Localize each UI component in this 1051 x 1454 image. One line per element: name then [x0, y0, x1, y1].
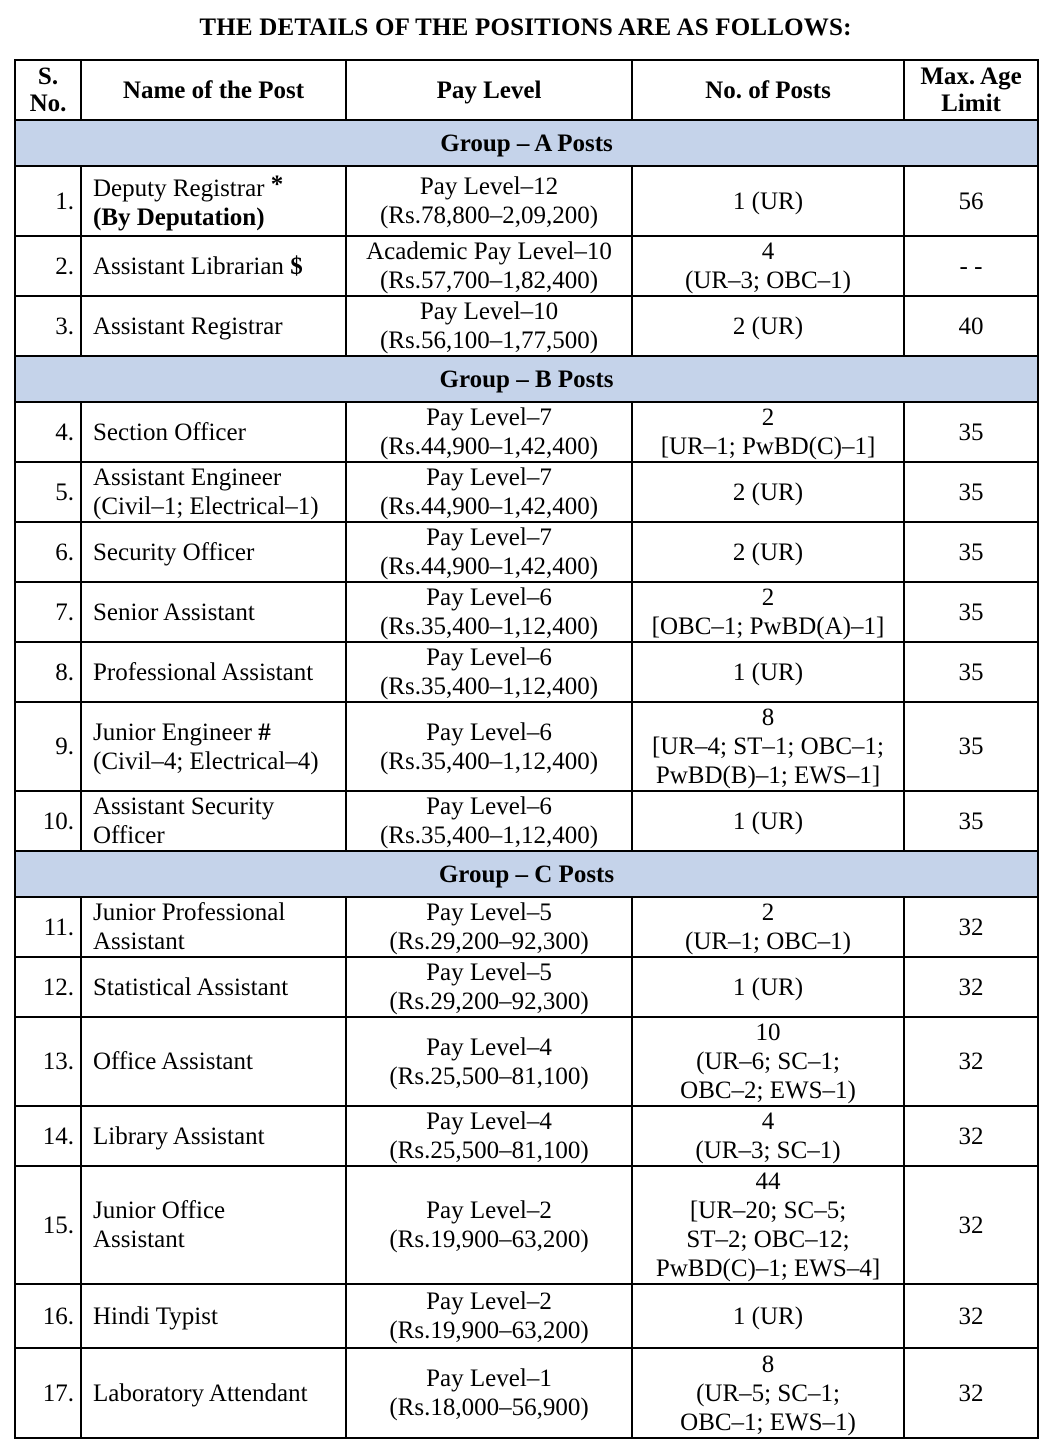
header-sno-line: S.	[37, 63, 59, 90]
pay-level-cell	[346, 236, 632, 296]
post-name-line: Senior Assistant	[93, 598, 255, 626]
pay-level-line: (Rs.35,400–1,12,400)	[379, 673, 599, 700]
posts-line: 4	[761, 238, 775, 265]
post-name-subline: (Civil–4; Electrical–4)	[93, 747, 319, 775]
pay-level-line: (Rs.35,400–1,12,400)	[379, 747, 599, 775]
pay-level-cell	[346, 791, 632, 851]
post-name-line: Library Assistant	[93, 1122, 265, 1150]
pay-level-line: Pay Level–5	[426, 899, 552, 926]
pay-level-line: (Rs.18,000–56,900)	[389, 1394, 589, 1421]
post-name-line-wrap	[93, 252, 345, 281]
pay-level-line: (Rs.56,100–1,77,500)	[379, 327, 599, 354]
posts-cell	[632, 702, 904, 791]
posts-cell	[632, 1017, 904, 1106]
pay-level-line: Pay Level–6	[426, 644, 552, 671]
posts-line: PwBD(C)–1; EWS–4]	[655, 1255, 881, 1282]
positions-table	[14, 59, 1039, 1439]
post-name-cell	[81, 1017, 346, 1106]
posts-line: 2 (UR)	[732, 478, 804, 506]
pay-level-line: (Rs.29,200–92,300)	[389, 988, 589, 1015]
posts-cell	[632, 236, 904, 296]
table-row	[15, 702, 1038, 791]
pay-level-line: Pay Level–5	[426, 959, 552, 986]
pay-level-cell	[346, 462, 632, 522]
posts-line: (UR–3; OBC–1)	[685, 267, 851, 294]
table-row	[15, 791, 1038, 851]
post-name-line: Section Officer	[93, 418, 246, 446]
header-pay: Pay Level	[346, 60, 632, 120]
age-limit-cell: 35	[904, 702, 1038, 791]
serial-number-cell: 9.	[15, 702, 81, 791]
posts-line: (UR–1; OBC–1)	[685, 928, 851, 955]
posts-line: (UR–6; SC–1;	[696, 1048, 840, 1075]
header-posts: No. of Posts	[632, 60, 904, 120]
post-name-cell	[81, 522, 346, 582]
posts-line: 2 (UR)	[732, 538, 804, 566]
serial-number-cell: 16.	[15, 1284, 81, 1348]
table-row	[15, 462, 1038, 522]
posts-line: 4	[761, 1108, 775, 1135]
pay-level-line: (Rs.35,400–1,12,400)	[379, 822, 599, 849]
post-name-cell	[81, 957, 346, 1017]
header-age-line: Limit	[941, 90, 1001, 117]
pay-level-line: Pay Level–6	[426, 584, 552, 611]
pay-level-cell	[346, 1017, 632, 1106]
post-name-cell	[81, 897, 346, 957]
posts-line: OBC–1; EWS–1)	[680, 1408, 856, 1436]
posts-line: [UR–20; SC–5;	[689, 1197, 847, 1224]
table-row	[15, 1106, 1038, 1166]
posts-cell	[632, 1284, 904, 1348]
pay-level-line: Pay Level–6	[426, 793, 552, 820]
serial-number-cell: 6.	[15, 522, 81, 582]
serial-number-cell: 17.	[15, 1348, 81, 1438]
post-name-line: Security Officer	[93, 538, 255, 566]
table-row	[15, 236, 1038, 296]
age-limit-cell: 35	[904, 462, 1038, 522]
posts-line: 1 (UR)	[732, 807, 804, 835]
age-limit-cell: 32	[904, 1106, 1038, 1166]
posts-cell	[632, 1166, 904, 1284]
post-name-cell	[81, 1348, 346, 1438]
posts-line: ST–2; OBC–12;	[686, 1226, 850, 1253]
pay-level-line: Pay Level–2	[426, 1197, 552, 1224]
header-age	[904, 60, 1038, 120]
posts-cell	[632, 522, 904, 582]
pay-level-line: Pay Level–2	[426, 1288, 552, 1315]
age-limit-cell: 35	[904, 402, 1038, 462]
posts-line: 8	[761, 704, 775, 731]
age-limit-cell: 32	[904, 897, 1038, 957]
pay-level-line: Pay Level–4	[426, 1033, 552, 1061]
age-limit-cell: 32	[904, 1166, 1038, 1284]
post-name-line: Assistant Registrar	[93, 312, 283, 340]
post-name-line: Deputy Registrar	[93, 175, 265, 202]
posts-cell	[632, 957, 904, 1017]
serial-number-cell: 14.	[15, 1106, 81, 1166]
age-limit-cell: 32	[904, 957, 1038, 1017]
age-limit-cell: - -	[904, 236, 1038, 296]
pay-level-cell	[346, 702, 632, 791]
serial-number-cell: 13.	[15, 1017, 81, 1106]
pay-level-cell	[346, 582, 632, 642]
post-name-line: Assistant	[93, 928, 185, 955]
posts-line: (UR–3; SC–1)	[695, 1137, 841, 1164]
age-limit-cell: 32	[904, 1284, 1038, 1348]
table-body	[15, 60, 1038, 1438]
serial-number-cell: 1.	[15, 166, 81, 236]
post-name-line: (Civil–1; Electrical–1)	[93, 493, 319, 520]
table-row	[15, 522, 1038, 582]
posts-line: 1 (UR)	[732, 658, 804, 686]
posts-cell	[632, 462, 904, 522]
serial-number-cell: 2.	[15, 236, 81, 296]
pay-level-line: Pay Level–1	[426, 1365, 552, 1392]
pay-level-line: (Rs.25,500–81,100)	[389, 1062, 589, 1090]
posts-cell	[632, 1348, 904, 1438]
post-name-cell	[81, 296, 346, 356]
posts-cell	[632, 897, 904, 957]
post-note-mark: $	[290, 252, 303, 280]
age-limit-cell: 56	[904, 166, 1038, 236]
post-name-line: Hindi Typist	[93, 1302, 218, 1330]
table-row	[15, 957, 1038, 1017]
group-heading: Group – B Posts	[15, 356, 1038, 402]
pay-level-cell	[346, 522, 632, 582]
header-sno	[15, 60, 81, 120]
pay-level-line: Pay Level–12	[419, 173, 559, 200]
pay-level-line: (Rs.44,900–1,42,400)	[379, 493, 599, 520]
post-name-line: Junior Office	[93, 1197, 226, 1224]
posts-line: (UR–5; SC–1;	[696, 1379, 840, 1407]
pay-level-cell	[346, 1106, 632, 1166]
post-name-cell	[81, 642, 346, 702]
age-limit-cell: 35	[904, 791, 1038, 851]
pay-level-line: (Rs.19,900–63,200)	[389, 1226, 589, 1253]
table-row	[15, 402, 1038, 462]
pay-level-cell	[346, 166, 632, 236]
pay-level-line: Pay Level–7	[426, 524, 552, 551]
serial-number-cell: 11.	[15, 897, 81, 957]
age-limit-cell: 32	[904, 1348, 1038, 1438]
pay-level-line: (Rs.25,500–81,100)	[389, 1137, 589, 1164]
pay-level-line: (Rs.35,400–1,12,400)	[379, 613, 599, 640]
pay-level-line: Pay Level–10	[419, 298, 559, 325]
posts-cell	[632, 296, 904, 356]
post-name-line: Junior Engineer	[93, 718, 252, 746]
post-name-cell	[81, 791, 346, 851]
pay-level-line: (Rs.44,900–1,42,400)	[379, 553, 599, 580]
post-name-line: Laboratory Attendant	[93, 1379, 308, 1407]
age-limit-cell: 32	[904, 1017, 1038, 1106]
posts-line: PwBD(B)–1; EWS–1]	[655, 762, 881, 789]
pay-level-line: (Rs.44,900–1,42,400)	[379, 433, 599, 460]
group-heading: Group – A Posts	[15, 120, 1038, 166]
group-row	[15, 120, 1038, 166]
serial-number-cell: 7.	[15, 582, 81, 642]
posts-line: [OBC–1; PwBD(A)–1]	[651, 613, 885, 640]
post-name-cell	[81, 1166, 346, 1284]
post-name-cell	[81, 582, 346, 642]
serial-number-cell: 12.	[15, 957, 81, 1017]
post-name-line: Statistical Assistant	[93, 973, 289, 1001]
posts-cell	[632, 791, 904, 851]
posts-line: 2 (UR)	[732, 312, 804, 340]
pay-level-cell	[346, 1166, 632, 1284]
posts-line: 1 (UR)	[732, 973, 804, 1001]
posts-line: 2	[761, 584, 775, 611]
post-name-cell	[81, 1284, 346, 1348]
age-limit-cell: 35	[904, 582, 1038, 642]
age-limit-cell: 35	[904, 522, 1038, 582]
post-name-cell	[81, 1106, 346, 1166]
post-name-line: Assistant	[93, 1226, 185, 1253]
serial-number-cell: 3.	[15, 296, 81, 356]
post-name-line: Junior Professional	[93, 899, 286, 926]
posts-line: OBC–2; EWS–1)	[680, 1077, 856, 1104]
pay-level-line: (Rs.29,200–92,300)	[389, 928, 589, 955]
pay-level-cell	[346, 1348, 632, 1438]
posts-line: 1 (UR)	[732, 1302, 804, 1330]
table-row	[15, 642, 1038, 702]
pay-level-line: Pay Level–7	[426, 464, 552, 491]
pay-level-cell	[346, 957, 632, 1017]
header-row	[15, 60, 1038, 120]
post-note-mark: *	[270, 171, 284, 198]
pay-level-line: (Rs.19,900–63,200)	[389, 1317, 589, 1344]
post-note-mark: #	[258, 718, 271, 746]
posts-cell	[632, 402, 904, 462]
table-row	[15, 1348, 1038, 1438]
serial-number-cell: 10.	[15, 791, 81, 851]
serial-number-cell: 8.	[15, 642, 81, 702]
serial-number-cell: 5.	[15, 462, 81, 522]
post-name-line-wrap	[93, 718, 345, 747]
post-name-cell	[81, 702, 346, 791]
table-row	[15, 897, 1038, 957]
pay-level-cell	[346, 296, 632, 356]
post-name-cell	[81, 236, 346, 296]
posts-line: 44	[755, 1168, 781, 1195]
post-name-cell	[81, 402, 346, 462]
age-limit-cell: 40	[904, 296, 1038, 356]
table-row	[15, 296, 1038, 356]
post-name-subline: (By Deputation)	[93, 204, 265, 231]
posts-line: 1 (UR)	[732, 187, 804, 215]
group-heading: Group – C Posts	[15, 851, 1038, 897]
table-row	[15, 1166, 1038, 1284]
posts-line: 2	[761, 899, 775, 926]
pay-level-cell	[346, 642, 632, 702]
post-name-cell	[81, 462, 346, 522]
table-row	[15, 1284, 1038, 1348]
table-row	[15, 582, 1038, 642]
posts-line: 2	[761, 404, 775, 431]
post-name-line: Assistant Security	[93, 793, 275, 820]
pay-level-line: (Rs.57,700–1,82,400)	[379, 267, 599, 294]
header-sno-line: No.	[29, 90, 67, 117]
serial-number-cell: 15.	[15, 1166, 81, 1284]
posts-line: 10	[755, 1019, 781, 1046]
age-limit-cell: 35	[904, 642, 1038, 702]
pay-level-line: Pay Level–7	[426, 404, 552, 431]
posts-line: [UR–4; ST–1; OBC–1;	[652, 733, 884, 760]
serial-number-cell: 4.	[15, 402, 81, 462]
post-name-line: Assistant Librarian	[93, 252, 284, 280]
posts-cell	[632, 1106, 904, 1166]
pay-level-line: Academic Pay Level–10	[366, 238, 612, 265]
posts-cell	[632, 166, 904, 236]
group-row	[15, 356, 1038, 402]
post-name-line: Office Assistant	[93, 1048, 253, 1075]
post-name-line-wrap	[93, 170, 345, 203]
pay-level-line: Pay Level–6	[426, 718, 552, 746]
header-name: Name of the Post	[81, 60, 346, 120]
post-name-cell	[81, 166, 346, 236]
posts-line: [UR–1; PwBD(C)–1]	[660, 433, 876, 460]
pay-level-cell	[346, 897, 632, 957]
pay-level-cell	[346, 402, 632, 462]
group-row	[15, 851, 1038, 897]
post-name-line: Professional Assistant	[93, 658, 314, 686]
table-row	[15, 1017, 1038, 1106]
pay-level-cell	[346, 1284, 632, 1348]
posts-cell	[632, 642, 904, 702]
pay-level-line: Pay Level–4	[426, 1108, 552, 1135]
pay-level-line: (Rs.78,800–2,09,200)	[379, 202, 599, 229]
post-name-line: Assistant Engineer	[93, 464, 282, 491]
posts-cell	[632, 582, 904, 642]
header-age-line: Max. Age	[920, 63, 1022, 90]
post-name-line: Officer	[93, 822, 165, 849]
posts-line: 8	[761, 1350, 775, 1378]
page-title: THE DETAILS OF THE POSITIONS ARE AS FOLLOWS:	[199, 14, 852, 41]
table-row	[15, 166, 1038, 236]
